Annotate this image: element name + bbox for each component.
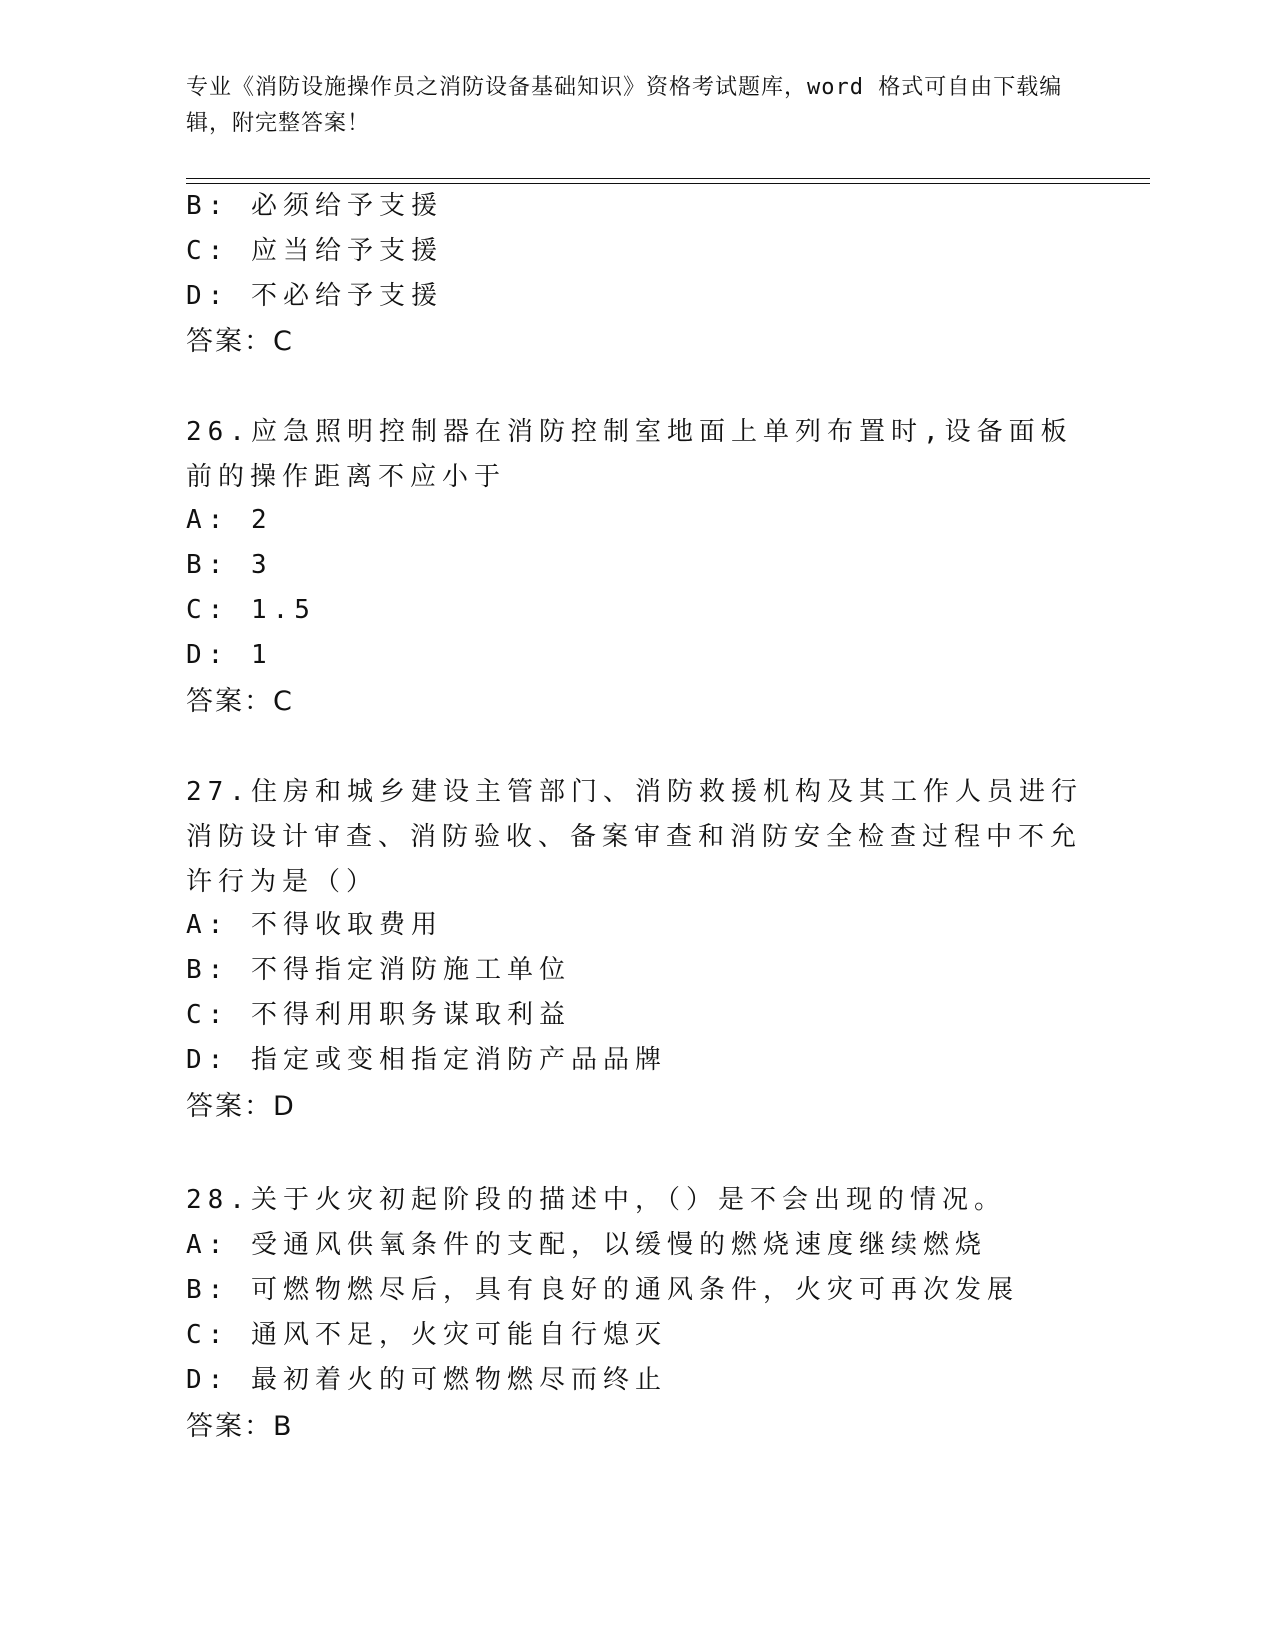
option-a: A: 受通风供氧条件的支配，以缓慢的燃烧速度继续燃烧	[186, 1230, 987, 1260]
question-stem: 27.住房和城乡建设主管部门、消防救援机构及其工作人员进行消防设计审查、消防验收、备案审查和消防安全检查过程中不允许行为是（）	[186, 777, 1083, 897]
answer-label: 答案：C	[186, 326, 294, 357]
option-b: B: 可燃物燃尽后，具有良好的通风条件，火灾可再次发展	[186, 1275, 1019, 1305]
document-header: 专业《消防设施操作员之消防设备基础知识》资格考试题库，word 格式可自由下载编辑，附完整答案！	[186, 75, 1063, 136]
answer-label: 答案：D	[186, 1091, 296, 1122]
option-a: A: 2	[186, 505, 273, 535]
option-b: B: 必须给予支援	[186, 191, 443, 221]
answer-label: 答案：C	[186, 686, 294, 717]
option-c: C: 不得利用职务谋取利益	[186, 1000, 571, 1030]
option-b: B: 不得指定消防施工单位	[186, 955, 571, 985]
option-a: A: 不得收取费用	[186, 910, 443, 940]
header-divider-top	[186, 178, 1150, 179]
question-stem: 26.应急照明控制器在消防控制室地面上单列布置时,设备面板前的操作距离不应小于	[186, 417, 1073, 492]
option-c: C: 应当给予支援	[186, 236, 443, 266]
option-c: C: 1.5	[186, 595, 316, 625]
question-stem: 28.关于火灾初起阶段的描述中，（）是不会出现的情况。	[186, 1185, 1006, 1215]
option-d: D: 1	[186, 640, 273, 670]
answer-label: 答案：B	[186, 1411, 294, 1442]
option-b: B: 3	[186, 550, 273, 580]
option-d: D: 不必给予支援	[186, 281, 443, 311]
header-divider-bottom	[186, 183, 1150, 184]
option-d: D: 最初着火的可燃物燃尽而终止	[186, 1365, 667, 1395]
option-c: C: 通风不足，火灾可能自行熄灭	[186, 1320, 667, 1350]
option-d: D: 指定或变相指定消防产品品牌	[186, 1045, 667, 1075]
